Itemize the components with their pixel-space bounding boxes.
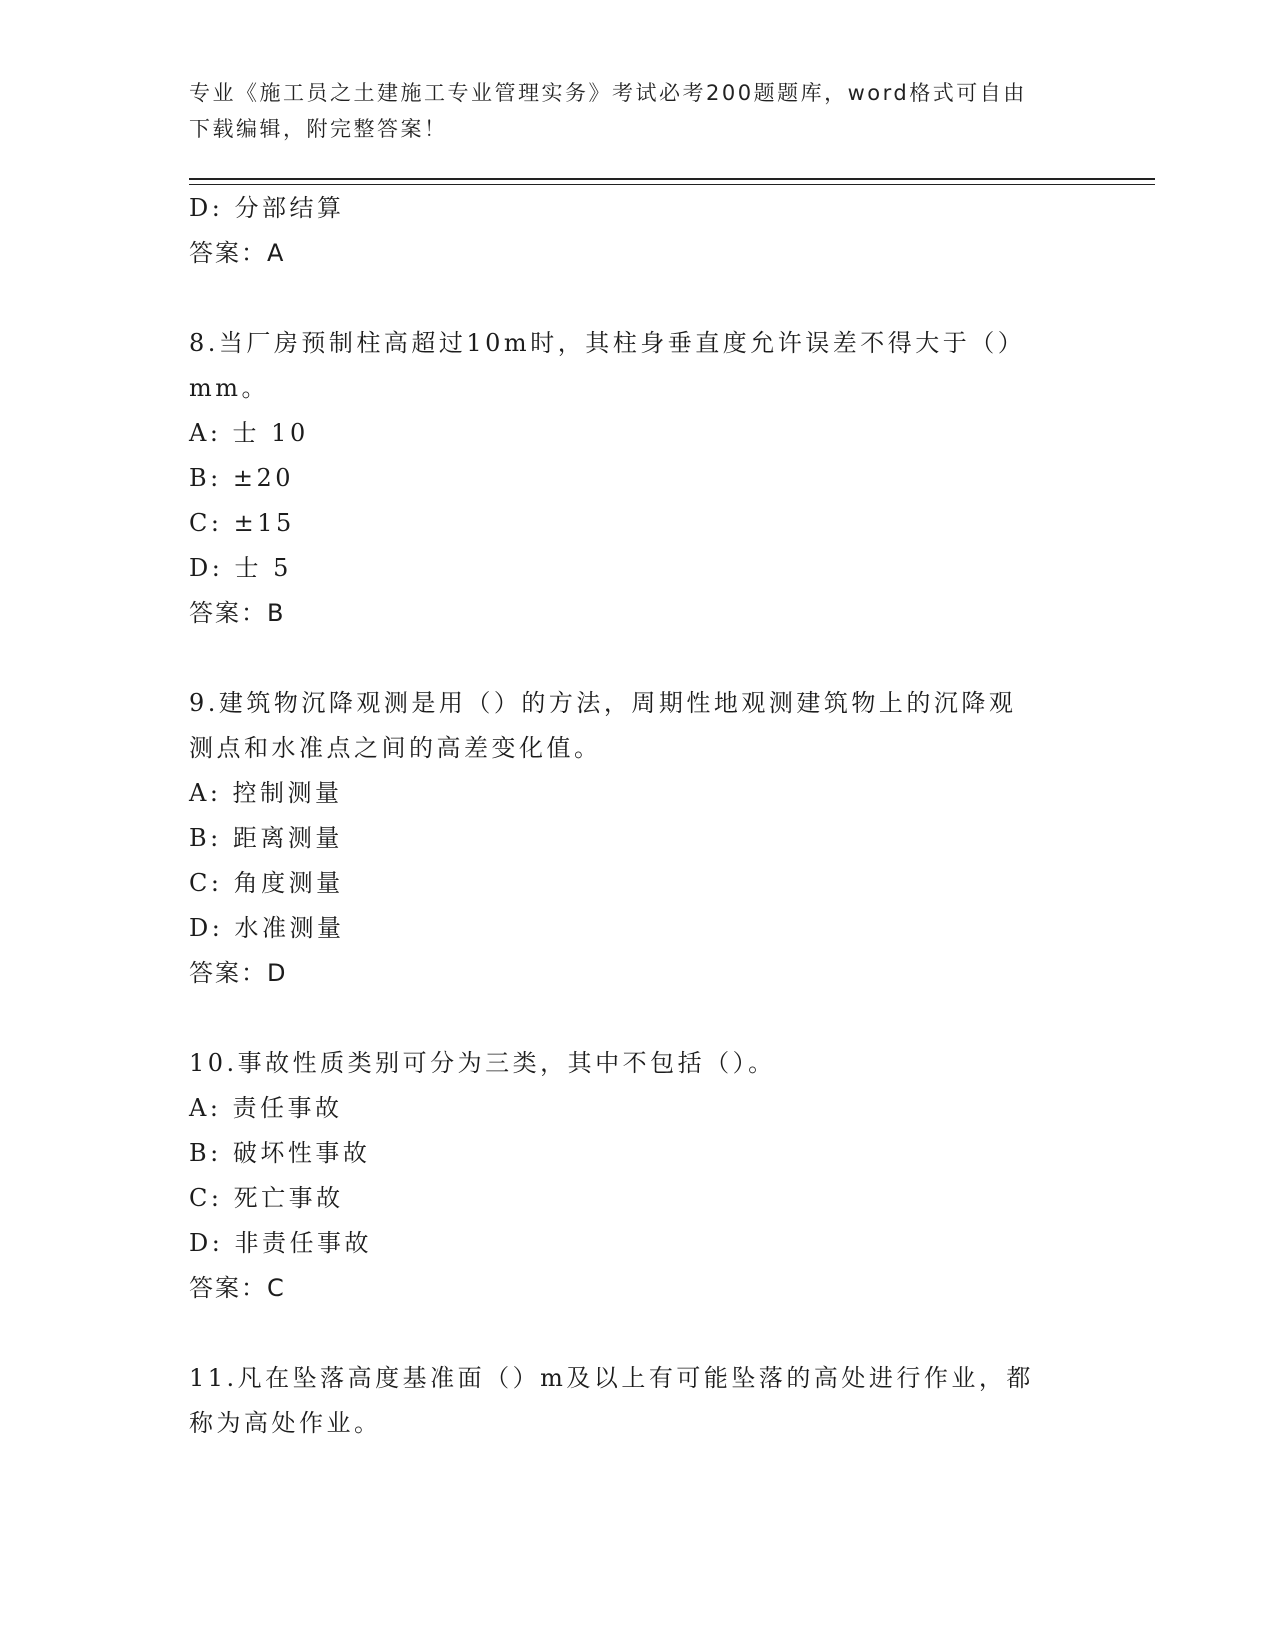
q9-answer: 答案：D — [189, 959, 288, 987]
document-header — [189, 75, 1079, 147]
q8-option-a: A: 士 10 — [189, 419, 309, 447]
q9-stem-line-2: 测点和水准点之间的高差变化值。 — [189, 734, 602, 762]
q10-option-b: B: 破坏性事故 — [189, 1139, 371, 1167]
q8-stem-line-2: mm。 — [189, 374, 270, 402]
q10-stem-line-1: 10.事故性质类别可分为三类，其中不包括（）。 — [189, 1049, 776, 1077]
header-line-1: 专业《施工员之土建施工专业管理实务》考试必考200题题库，word格式可自由 — [189, 81, 1027, 105]
header-line-2: 下载编辑，附完整答案！ — [189, 117, 448, 141]
q8-option-c: C: ±15 — [189, 509, 295, 537]
q10-option-a: A: 责任事故 — [189, 1094, 343, 1122]
q7-answer: 答案：A — [189, 239, 286, 267]
q11-stem-line-1: 11.凡在坠落高度基准面（）m及以上有可能坠落的高处进行作业，都 — [189, 1364, 1034, 1392]
q10-option-c: C: 死亡事故 — [189, 1184, 344, 1212]
q8-answer: 答案：B — [189, 599, 286, 627]
q8-option-d: D: 士 5 — [189, 554, 292, 582]
q9-option-b: B: 距离测量 — [189, 824, 343, 852]
q8-stem-line-1: 8.当厂房预制柱高超过10m时，其柱身垂直度允许误差不得大于（） — [189, 329, 1026, 357]
header-divider-thin — [189, 184, 1155, 185]
q9-option-a: A: 控制测量 — [189, 779, 343, 807]
header-divider-thick — [189, 178, 1155, 180]
q8-option-b: B: ±20 — [189, 464, 294, 492]
q9-stem-line-1: 9.建筑物沉降观测是用（）的方法，周期性地观测建筑物上的沉降观 — [189, 689, 1017, 717]
q9-option-c: C: 角度测量 — [189, 869, 344, 897]
q10-answer: 答案：C — [189, 1274, 286, 1302]
q11-stem-line-2: 称为高处作业。 — [189, 1409, 382, 1437]
q10-option-d: D: 非责任事故 — [189, 1229, 372, 1257]
q7-option-d: D: 分部结算 — [189, 194, 345, 222]
q9-option-d: D: 水准测量 — [189, 914, 345, 942]
